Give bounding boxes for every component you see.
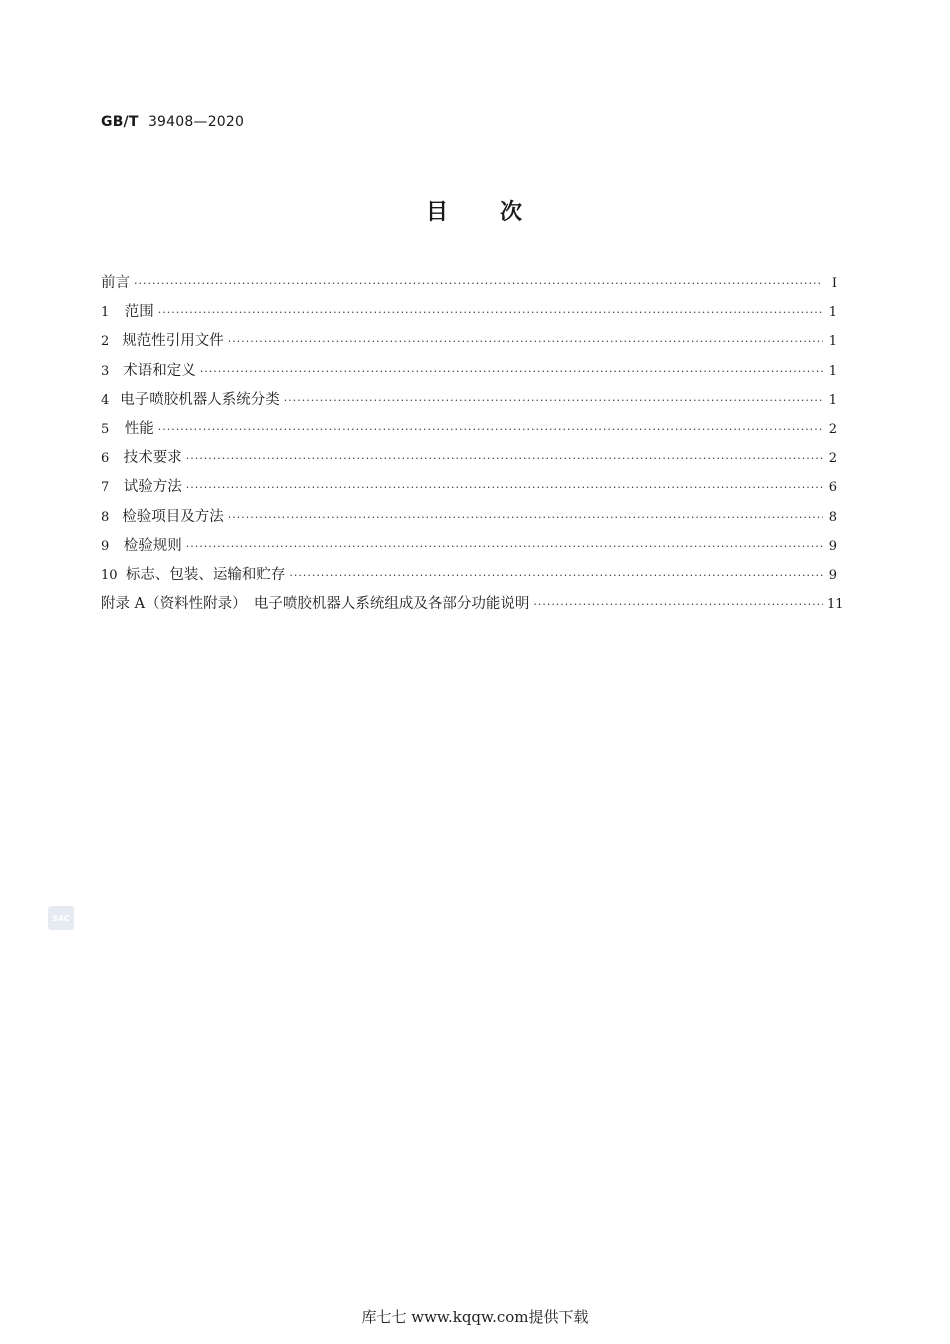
toc-entry[interactable] <box>101 271 837 300</box>
toc-entry-number: 3 <box>101 363 110 379</box>
toc-entry[interactable] <box>101 359 837 388</box>
toc-entry-label: 前言 <box>101 275 130 291</box>
toc-entry-label: 检验规则 <box>123 537 182 554</box>
toc-entry-label: 附录 A（资料性附录） 电子喷胶机器人系统组成及各部分功能说明 <box>101 596 530 613</box>
toc-entry-page: 1 <box>828 305 837 321</box>
toc-entry[interactable] <box>101 329 837 358</box>
toc-entry-page: 11 <box>827 597 844 613</box>
toc-entry-number: 1 <box>101 305 110 321</box>
toc-title-char-1: 目 <box>425 200 450 225</box>
toc-dot-leader <box>200 365 823 378</box>
toc-entry-page: 1 <box>828 392 837 408</box>
toc-dot-leader <box>289 569 823 582</box>
table-of-contents <box>101 271 844 621</box>
toc-entry[interactable] <box>101 446 837 475</box>
toc-title <box>0 195 950 226</box>
toc-entry-number: 6 <box>101 451 110 467</box>
toc-dot-leader <box>186 540 823 553</box>
toc-entry-number: 5 <box>101 421 110 437</box>
toc-dot-leader <box>158 306 823 319</box>
toc-entry-label: 规范性引用文件 <box>122 333 224 350</box>
toc-entry-page: 2 <box>828 421 837 437</box>
toc-entry-page: 9 <box>828 567 837 583</box>
toc-dot-leader <box>284 394 823 407</box>
toc-entry-page: 8 <box>828 509 837 525</box>
toc-entry[interactable] <box>101 475 837 504</box>
toc-entry-number: 10 <box>101 567 118 583</box>
standard-number: 39408—2020 <box>147 114 245 130</box>
toc-dot-leader <box>158 423 823 436</box>
toc-entry-label: 标志、包装、运输和贮存 <box>125 566 286 583</box>
toc-entry-page: 1 <box>828 363 837 379</box>
toc-entry-page: 6 <box>828 480 837 496</box>
toc-entry-number: 9 <box>101 538 110 554</box>
toc-entry[interactable] <box>101 592 844 621</box>
toc-entry-page: Ⅰ <box>831 276 837 291</box>
footer-watermark: 库七七 www.kqqw.com提供下载 <box>361 1308 589 1326</box>
toc-entry-label: 技术要求 <box>123 450 182 467</box>
toc-entry-page: 2 <box>828 451 837 467</box>
toc-entry-label: 范围 <box>124 304 154 321</box>
toc-entry[interactable] <box>101 563 837 592</box>
toc-title-char-2: 次 <box>500 200 525 225</box>
toc-entry-page: 1 <box>828 334 837 350</box>
toc-entry[interactable] <box>101 505 837 534</box>
toc-entry-number: 2 <box>101 334 110 350</box>
toc-dot-leader <box>186 452 823 465</box>
toc-entry-label: 电子喷胶机器人系统分类 <box>120 391 280 408</box>
toc-entry[interactable] <box>101 417 837 446</box>
toc-entry-number: 8 <box>101 509 110 525</box>
toc-dot-leader <box>134 277 823 290</box>
toc-entry-page: 9 <box>828 538 837 554</box>
toc-entry[interactable] <box>101 534 837 563</box>
toc-entry[interactable] <box>101 388 837 417</box>
toc-dot-leader <box>533 598 823 611</box>
toc-entry-label: 术语和定义 <box>123 362 196 379</box>
toc-entry-label: 检验项目及方法 <box>122 508 224 525</box>
toc-dot-leader <box>228 511 823 524</box>
toc-entry-number: 4 <box>101 392 110 408</box>
toc-entry-label: 性能 <box>124 420 154 437</box>
toc-entry-number: 7 <box>101 480 110 496</box>
toc-dot-leader <box>186 481 823 494</box>
toc-entry-label: 试验方法 <box>123 479 182 496</box>
standard-prefix: GB/T <box>101 114 139 130</box>
sac-logo-text: SAC <box>52 913 70 923</box>
toc-dot-leader <box>228 335 823 348</box>
standard-code <box>101 114 244 130</box>
sac-logo <box>48 906 74 930</box>
toc-entry[interactable] <box>101 300 837 329</box>
